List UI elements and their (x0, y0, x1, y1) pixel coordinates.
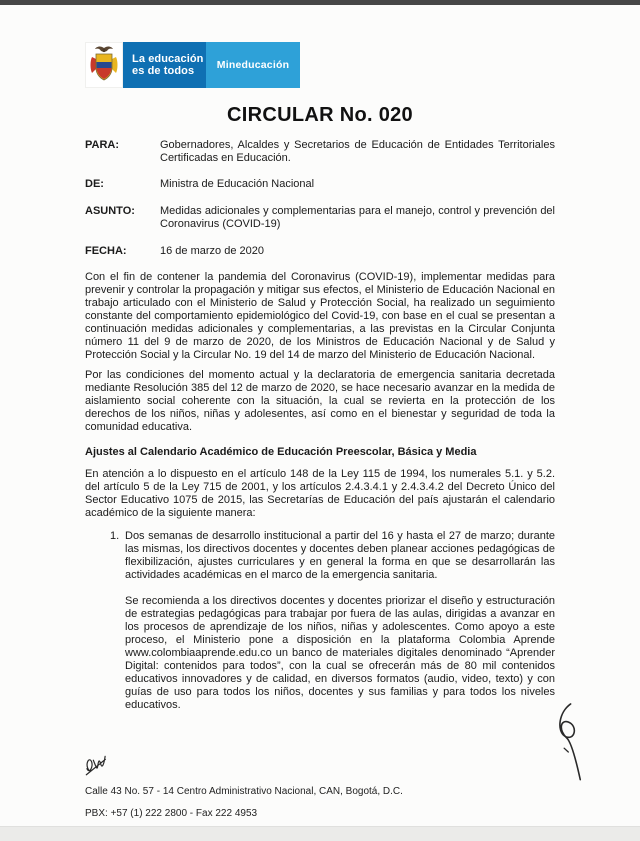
scan-edge-bottom (0, 826, 640, 841)
document-meta (85, 139, 555, 271)
footer-phone: PBX: +57 (1) 222 2800 - Fax 222 4953 (85, 808, 258, 819)
paragraph-emergency: Por las condiciones del momento actual y la declaratoria de emergencia sanitaria decretada mediante Resolución 385 del 12 de marzo de 2020, se hace necesario avanzar en la medida de aislamiento social coherente con la situación, la cual se revierta en la protección de los derechos de los niños, niñas y adolesentes, así como en el bienestar y seguridad de toda la comunidad educativa. (85, 369, 555, 433)
meta-value-para: Gobernadores, Alcaldes y Secretarios de Educación de Entidades Territoriales Certificadas en Educación. (160, 139, 555, 164)
scan-edge-top (0, 0, 640, 5)
section-heading-calendario: Ajustes al Calendario Académico de Educación Preescolar, Básica y Media (85, 446, 477, 458)
meta-value-de: Ministra de Educación Nacional (160, 178, 315, 190)
logo-tagline-line1: La educación (132, 52, 204, 65)
numbered-item-1 (85, 530, 555, 725)
document-body (85, 271, 555, 725)
item-number: 1. (110, 530, 120, 542)
meta-label-asunto: ASUNTO: (85, 205, 135, 217)
meta-row-fecha (85, 245, 555, 258)
item-1-paragraphs (125, 530, 555, 725)
meta-row-asunto (85, 205, 555, 231)
document-title: CIRCULAR No. 020 (227, 104, 413, 126)
paragraph-intro: Con el fin de contener la pandemia del Coronavirus (COVID-19), implementar medidas para prevenir y controlar la propagación y mitigar sus efectos, el Ministerio de Educación Nacional en trabajo articulado con el Ministerio de Salud y Protección Social, ha realizado un seguimiento constante del comportamiento epidemiológico del Covid-19, con base en el cual se presentan a continuación medidas adicionales y complementarias, a las previstas en la Circular Conjunta número 11 del 9 de marzo de 2020, de los Ministros de Educación Nacional y de Salud y Protección Social y la Circular No. 19 del 14 de marzo del Ministerio de Educación Nacional. (85, 271, 555, 361)
meta-value-fecha: 16 de marzo de 2020 (160, 245, 264, 257)
meta-label-para: PARA: (85, 139, 120, 151)
meta-row-de (85, 178, 555, 191)
logo-brand-mineducacion: Mineducación (206, 42, 300, 88)
letterhead (85, 42, 300, 88)
colombia-coat-of-arms-icon (85, 42, 123, 88)
meta-label-fecha: FECHA: (85, 245, 127, 257)
meta-label-de: DE: (85, 178, 104, 190)
item-1-paragraph-1: Dos semanas de desarrollo institucional a partir del 16 y hasta el 27 de marzo; durante las mismas, los directivos docentes y docentes deben planear acciones pedagógicas de flexibilización, ajustes curriculares y en general la forma en que se desarrollarán las actividades académicas en el marco de la emergencia sanitaria. (125, 530, 555, 581)
logo-tagline (123, 42, 206, 88)
meta-value-asunto: Medidas adicionales y complementarias para el manejo, control y prevención del Coronavirus (COVID-19) (160, 205, 555, 230)
footer-address: Calle 43 No. 57 - 14 Centro Administrativo Nacional, CAN, Bogotá, D.C. (85, 786, 403, 797)
handwritten-initials-mark (81, 751, 113, 788)
handwritten-paraph-mark (550, 697, 587, 789)
meta-row-para (85, 139, 555, 165)
logo-tagline-line2: es de todos (132, 65, 195, 77)
item-1-paragraph-2: Se recomienda a los directivos docentes y docentes priorizar el diseño y estructuración de estrategias pedagógicas para trabajar por fuera de las aulas, dirigidas a avanzar en los procesos de aprendizaje de los niños, niñas y adolescentes. Como apoyo a este proceso, el Ministerio pone a disposición en la plataforma Colombia Aprende www.colombiaaprende.edu.co un banco de materiales digitales denominado “Aprender Digital: contenidos para todos”, con la cual se ofrecerán más de 80 mil contenidos educativos innovadores y de calidad, en diversos formatos (audio, video, texto) y con guías de uso para todos los niños, docentes y sus familias y para todos los niveles educativos. (125, 595, 555, 711)
paragraph-legal-basis: En atención a lo dispuesto en el artículo 148 de la Ley 115 de 1994, los numerales 5.1. y 5.2. del artículo 5 de la Ley 715 de 2001, y los artículos 2.4.3.4.1 y 2.4.3.4.2 del Decreto Único del Sector Educativo 1075 de 2015, las Secretarías de Educación del país ajustarán el calendario académico de la siguiente manera: (85, 468, 555, 519)
